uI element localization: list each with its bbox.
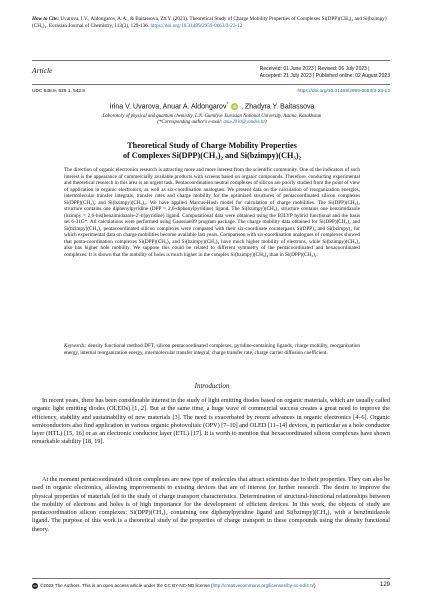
keywords	[64, 343, 360, 356]
license-text-end: )	[313, 583, 316, 589]
orcid-icon[interactable]: iD	[232, 103, 237, 109]
section-heading-introduction: Introduction	[194, 382, 230, 390]
page-number: 129	[379, 582, 390, 588]
corresponding-mark: *	[226, 101, 229, 106]
intro-paragraph-1: In recent years, there has been considerable interest in the study of light emitting diodes based on organic materials, which are usually called organic light emitting diodes (OLEDs) [1, 2]. But at the same time, a huge wave of commercial success creates a great need to improve the efficiency, stability and sustainability of new materials [3]. The need is exacerbated by recent advances in organic electronics [4–6]. Organic semiconductors also find application in various organic photovoltaic (OPV) [7–10] and OLED [11–14] devices, in particular as a hole conductor layer (HTL) [15, 16] or as an electronic conductor layer (ETL) [17]. It is worth to mention that hexacoordinated silicon complexes have shown remarkable stability [18, 19].	[32, 397, 390, 446]
dates-divider	[32, 84, 390, 85]
email-prefix: (*Corresponding author's e-mail:	[157, 120, 224, 126]
title-line-2: of Complexes Si(DPP)(CH₃)₂ and Si(bzimpy)(CH₃)₂	[122, 151, 302, 160]
license-text: ©2023 The Authors. This is an open access article under the CC BY-NC-ND license (	[40, 583, 213, 589]
keywords-text: density functional method DFT, silicon pentacoordinated complexes, pyridine-containing ligands, charge mobility, reorganization energy, internal reorganization energy, intermolecular transfer integral, charge transfer rate, charge carrier diffusion coefficient.	[64, 343, 360, 356]
email-suffix: )	[264, 120, 267, 126]
article-title	[0, 141, 424, 161]
author-list	[0, 101, 424, 110]
corresponding-email-line	[0, 120, 424, 126]
dates-line-1: Received: 01 June 2023 | Revised: 06 July 2023 |	[259, 66, 370, 72]
keywords-label: Keywords:	[64, 343, 87, 349]
header-divider	[32, 60, 390, 61]
article-type: Article	[32, 66, 53, 75]
authors-last: , Zhadyra Y. Baitassova	[241, 103, 315, 111]
udc-code: UDC 538.9, 539.1, 542.8	[32, 89, 86, 94]
license-footer	[32, 583, 390, 589]
authors-first: Irina V. Uvarova, Anuar A. Aldongarov	[109, 103, 227, 111]
doi-link[interactable]: https://doi.org/10.31489/2959-0663/3-23-12	[297, 89, 390, 94]
license-link[interactable]: http://creativecommons.org/licenses/by-nc-nd/4.0/	[212, 583, 314, 589]
intro-paragraph-2: At the moment pentacoordinated silicon complexes are new type of molecules that attract scientists due to their properties. They can also be used in organic electronics, allowing improvements to existing devices that are of interest for further research. The desire to improve the physical properties of materials led to the study of charge transport characteristics. Determination of structural-functional relationships between the mobility of electrons and holes is of high importance for the development of efficient devices. In this work, the objects of study are pentacoordination silicon complexes: Si(DPP)(CH₃)₂ containing one diphenylpyridine ligand and Si(bzimpy)(CH₃)₂ with a benzimidazole ligand. The purpose of this work is a theoretical study of the properties of charge transport in these compounds using the density functional theory.	[32, 476, 390, 533]
how-to-cite-text: Uvarova, I.V., Aldongarov, A.A., & Baitassova, Zh.Y. (2023). Theoretical Study of Charge Mobility Properties of Complexes Si(DPP)(CH₃)₂ and Si(bzimpy)(CH₃)₂. Eurasian Journal of Chemistry, 113(3), 129-136.	[32, 16, 387, 29]
publication-dates	[260, 66, 390, 79]
affiliation-line: Laboratory of physical and quantum chemistry, L.N. Gumilyov Eurasian National University, Astana, Kazakhstan	[102, 114, 322, 119]
affiliation	[0, 114, 424, 127]
title-line-1: Theoretical Study of Charge Mobility Properties	[127, 141, 297, 150]
how-to-cite	[32, 16, 390, 30]
corresponding-email[interactable]: anu-2010@yandex.kz	[223, 120, 265, 126]
footer-divider	[32, 578, 390, 579]
dates-line-2: Accepted: 21 July 2023 | Published online: 02 August 2023	[259, 72, 390, 79]
how-to-cite-label: How to Cite:	[32, 16, 60, 22]
abstract: The direction of organic electronics research is attracting more and more interest from the scientific community. One of the indicators of such interest is the appearance of commercially available products with screens based on organic compounds. Therefore, conducting experimental and theoretical research in this area is an urgent task. Pentacoordination neutral complexes of silicon are poorly studied from the point of view of application in organic electronics, as well as six-coordination analogues. We present data on the calculation of reorganization energies, intermolecular transfer integrals, transfer rates and charge mobility for the optimized structures of pentacoordinated silicon complexes Si(DPP)(CH₃)₂ and Si(bzimpy)(CH₃)₂. We have applied Marcus-Hush model for calculation of charge mobilities. The Si(DPP)(CH₃)₂ structure contains one diphenylpyridine (DPP = 2,6-diphenylpyridine) ligand. The Si(bzimpy)(CH₃)₂ structure contains one benzimidazole (bzimpy = 2,6-bis(benzimidazole-2'-il)pyridine) ligand. Computational data were obtained using the B3LYP hybrid functional and the basis set 6-31G*. All calculations were performed using Gaussian09 program package. The charge mobility data obtained for Si(DPP)(CH₃)₂ and Si(bzimpy)(CH₃)₂ pentacoordinated silicon complexes were compared with their six-coordinate counterparts Si(DPP)₂ and Si(bzimpy)₂ for which experimental data on charge mobilities become available last years. Comparison with six-coordination analogues of complexes showed that penta-coordination complexes Si(DPP)(CH₃)₂ and Si(bzimpy)(CH₃)₂ have much higher mobility of electrons, while Si(bzimpy)(CH₃)₂ also has higher hole mobility. We suppose this could be related to different symmetry of the pentacoordinated and hexacoordinated complexes. It is shown that the mobility of holes is much higher in the complex Si(bzimpy)(CH₃)₂ than in Si(DPP)(CH₃)₂.	[64, 167, 360, 258]
cc-icon: cc	[33, 584, 37, 588]
how-to-cite-doi-link[interactable]: https://doi.org/10.31489/2959-0663/3-23-12	[150, 22, 243, 29]
